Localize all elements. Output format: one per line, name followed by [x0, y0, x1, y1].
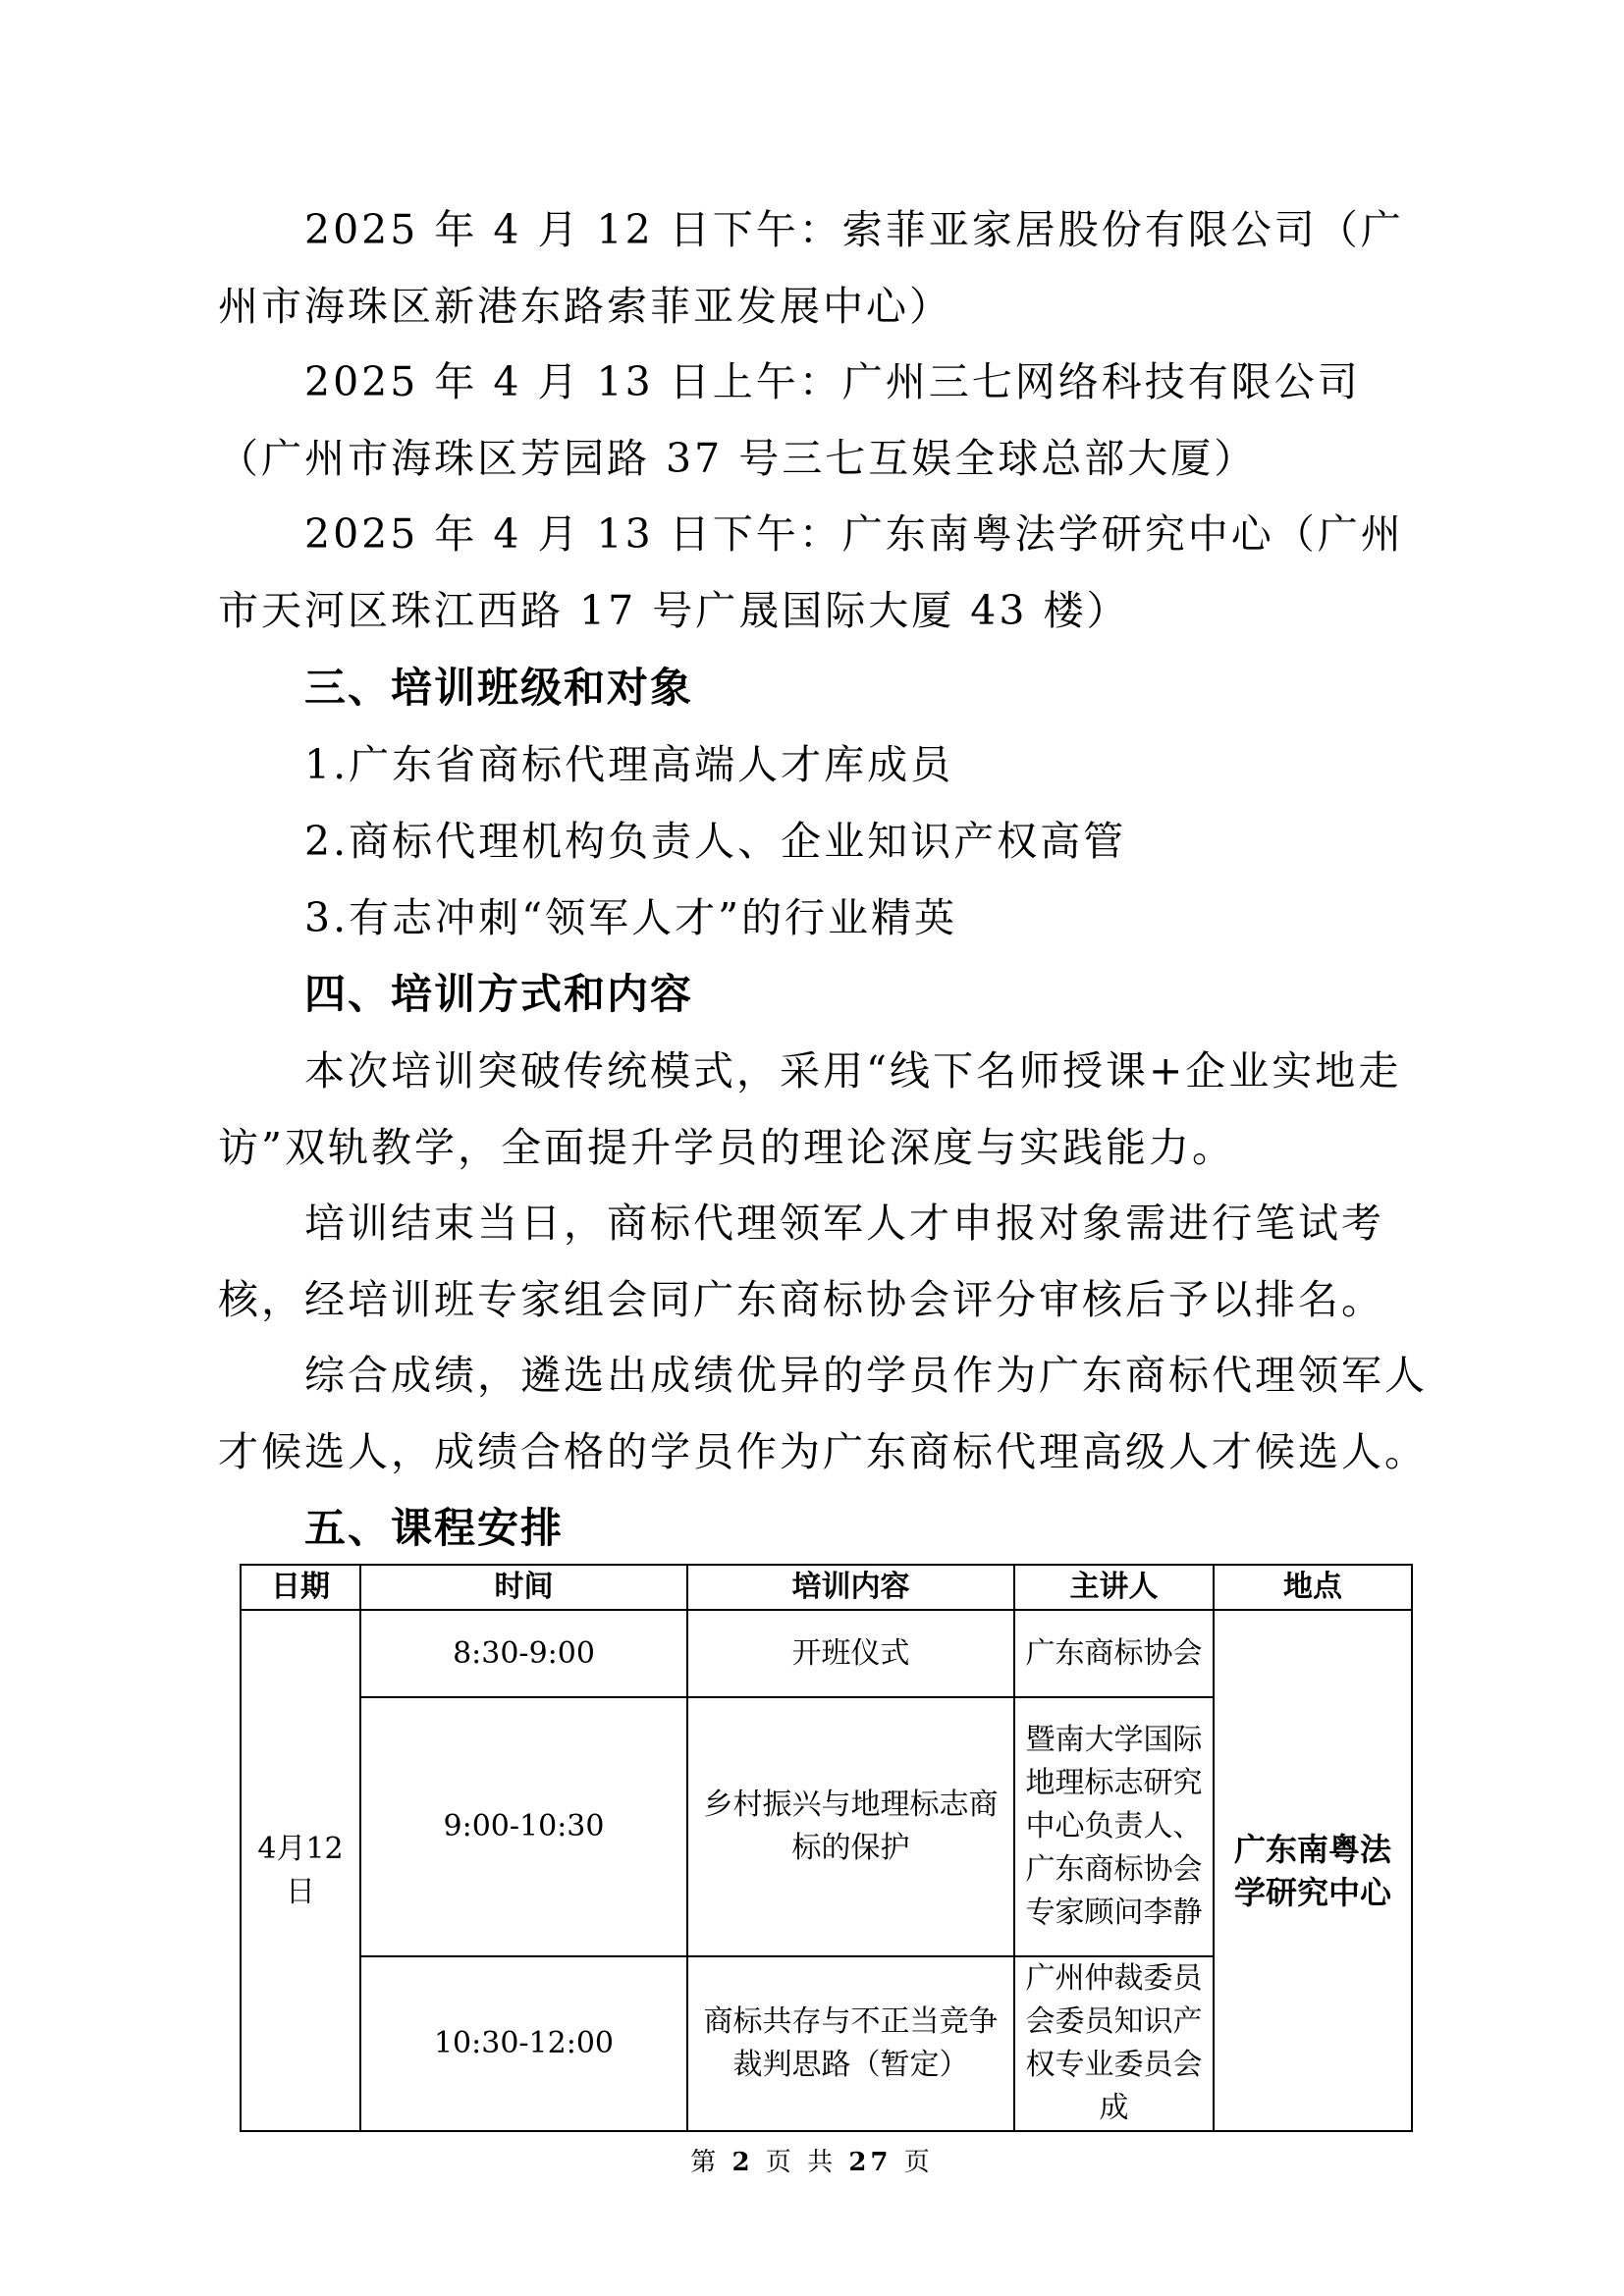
header-content: 培训内容	[687, 1565, 1014, 1610]
location-cell: 广东南粤法学研究中心	[1214, 1610, 1412, 2131]
section-3-item-1: 1.广东省商标代理高端人才库成员	[304, 741, 954, 788]
footer-total-pages: 27	[848, 2148, 893, 2177]
footer-suffix: 页	[892, 2148, 934, 2177]
date-cell: 4月12日	[241, 1610, 360, 2131]
section-5-heading: 五、课程安排	[304, 1504, 565, 1552]
footer-prefix: 第	[690, 2148, 732, 2177]
footer-middle: 页 共	[753, 2148, 849, 2177]
section-4-paragraph-2: 培训结束当日，商标代理领军人才申报对象需进行笔试考核，经培训班专家组会同广东商标协会评分审核后予以排名。	[218, 1200, 1384, 1323]
speaker-cell: 暨南大学国际地理标志研究中心负责人、广东商标协会专家顾问李静	[1014, 1697, 1214, 1956]
content-cell: 开班仪式	[687, 1610, 1014, 1697]
header-speaker: 主讲人	[1014, 1565, 1214, 1610]
time-cell: 10:30-12:00	[360, 1956, 687, 2131]
header-date: 日期	[241, 1565, 360, 1610]
time-cell: 8:30-9:00	[360, 1610, 687, 1697]
header-time: 时间	[360, 1565, 687, 1610]
section-3-item-3: 3.有志冲刺“领军人才”的行业精英	[304, 894, 958, 941]
time-cell: 9:00-10:30	[360, 1697, 687, 1956]
schedule-table	[240, 1564, 1413, 2132]
section-4-paragraph-1: 本次培训突破传统模式，采用“线下名师授课+企业实地走访”双轨教学，全面提升学员的理论深度与实践能力。	[218, 1047, 1402, 1171]
content-cell: 乡村振兴与地理标志商标的保护	[687, 1697, 1014, 1956]
section-4-heading: 四、培训方式和内容	[304, 970, 694, 1018]
section-3-heading: 三、培训班级和对象	[304, 664, 694, 712]
table-row	[241, 1610, 1412, 1697]
visit-paragraph-2: 2025 年 4 月 13 日上午：广州三七网络科技有限公司（广州市海珠区芳园路 37 号三七互娱全球总部大厦）	[218, 358, 1361, 482]
footer-page-number: 2	[731, 2148, 754, 2177]
section-4-paragraph-3: 综合成绩，遴选出成绩优异的学员作为广东商标代理领军人才候选人，成绩合格的学员作为广东商标代理高级人才候选人。	[218, 1352, 1428, 1475]
header-location: 地点	[1214, 1565, 1412, 1610]
page-footer	[0, 2142, 1624, 2178]
table-header-row	[241, 1565, 1412, 1610]
visit-paragraph-1: 2025 年 4 月 12 日下午：索菲亚家居股份有限公司（广州市海珠区新港东路索菲亚发展中心）	[218, 206, 1404, 330]
content-cell: 商标共存与不正当竞争裁判思路（暂定）	[687, 1956, 1014, 2131]
speaker-cell: 广东商标协会	[1014, 1610, 1214, 1697]
section-3-item-2: 2.商标代理机构负责人、企业知识产权高管	[304, 818, 1127, 865]
visit-paragraph-3: 2025 年 4 月 13 日下午：广东南粤法学研究中心（广州市天河区珠江西路 17 号广晟国际大厦 43 楼）	[218, 510, 1404, 634]
speaker-cell: 广州仲裁委员会委员知识产权专业委员会成	[1014, 1956, 1214, 2131]
